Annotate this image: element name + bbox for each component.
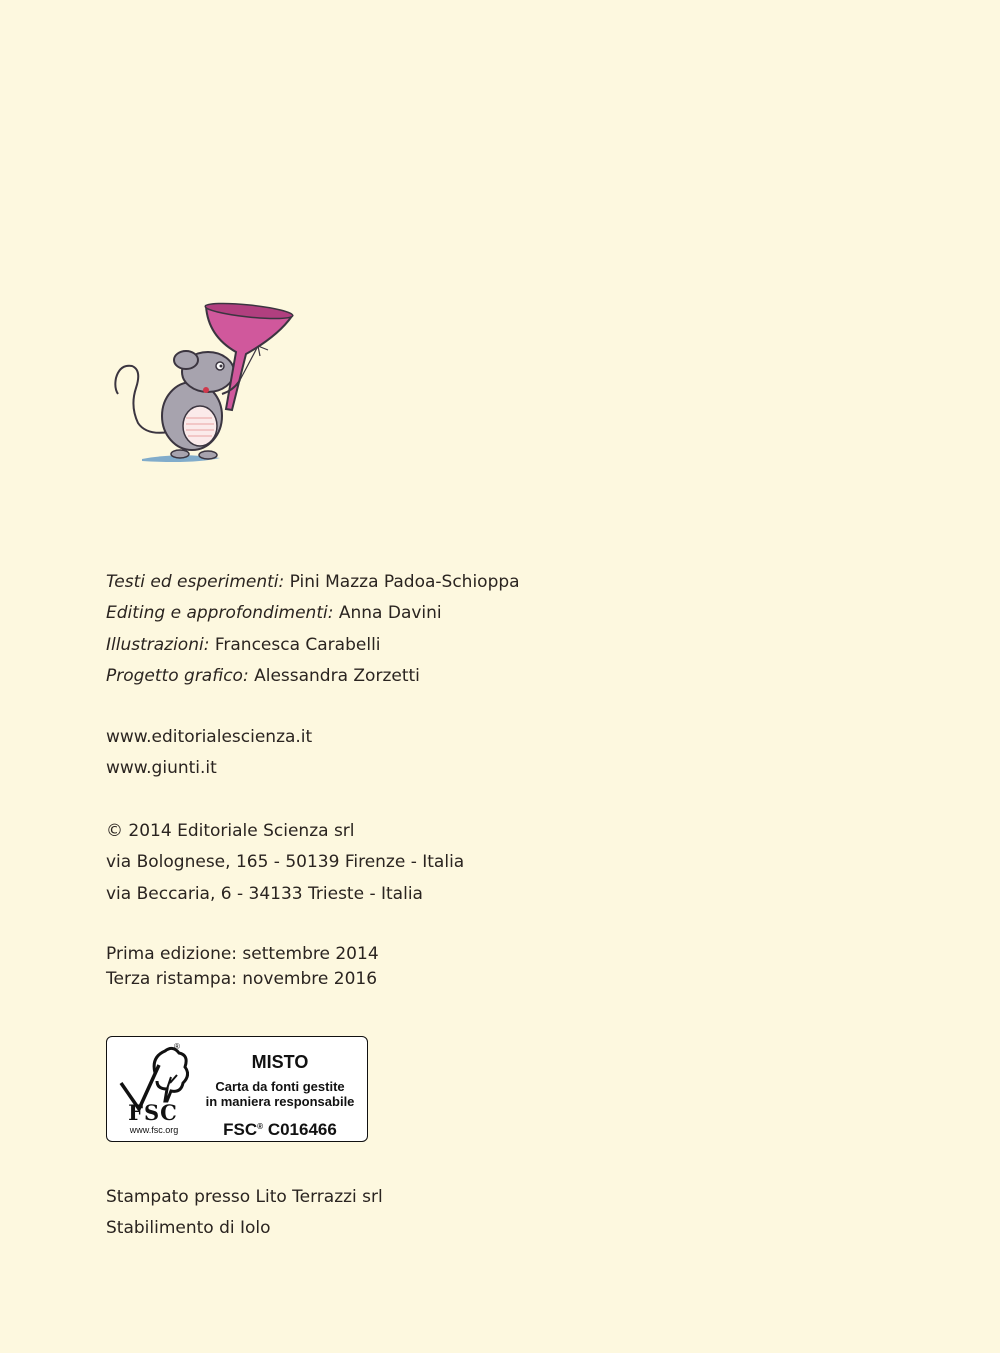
- fsc-title: MISTO: [251, 1052, 309, 1072]
- fsc-text-block: [199, 1051, 361, 1140]
- reprint: Terza ristampa: novembre 2016: [106, 969, 378, 989]
- address-firenze: via Bolognese, 165 - 50139 Firenze - Italia: [106, 852, 465, 873]
- fsc-label: [106, 1036, 368, 1142]
- printing-plant: Stabilimento di Iolo: [106, 1218, 271, 1239]
- mouse-with-funnel-icon: [108, 298, 298, 470]
- printed-by: Stampato presso Lito Terrazzi srl: [106, 1187, 383, 1207]
- address-trieste: via Beccaria, 6 - 34133 Trieste - Italia: [106, 883, 423, 904]
- edition-info: [106, 942, 379, 992]
- fsc-license-code: FSC® C016466: [223, 1120, 337, 1139]
- credits-block: [106, 567, 520, 692]
- fsc-logo-text: FSC: [128, 1100, 178, 1125]
- credit-text: Testi ed esperimenti: Pini Mazza Padoa-Schioppa: [106, 572, 520, 592]
- fsc-registered-mark: ®: [174, 1042, 180, 1051]
- fsc-url: www.fsc.org: [129, 1125, 179, 1135]
- copyright-line: © 2014 Editoriale Scienza srl: [106, 821, 355, 841]
- fsc-description: [199, 1079, 361, 1109]
- fsc-description-line: in maniera responsabile: [205, 1094, 355, 1109]
- fsc-description-line: Carta da fonti gestite: [215, 1079, 345, 1094]
- publisher-address: [106, 816, 464, 910]
- credit-graphic-design: Progetto grafico: Alessandra Zorzetti: [106, 665, 420, 686]
- printer-info: [106, 1182, 383, 1245]
- website-links: [106, 722, 312, 785]
- credit-editing: Editing e approfondimenti: Anna Davini: [106, 603, 442, 624]
- link-editorialescienza[interactable]: www.editorialescienza.it: [106, 727, 313, 747]
- credit-illustrations: Illustrazioni: Francesca Carabelli: [106, 634, 381, 655]
- first-edition: Prima edizione: settembre 2014: [106, 944, 379, 964]
- link-giunti[interactable]: www.giunti.it: [106, 758, 217, 779]
